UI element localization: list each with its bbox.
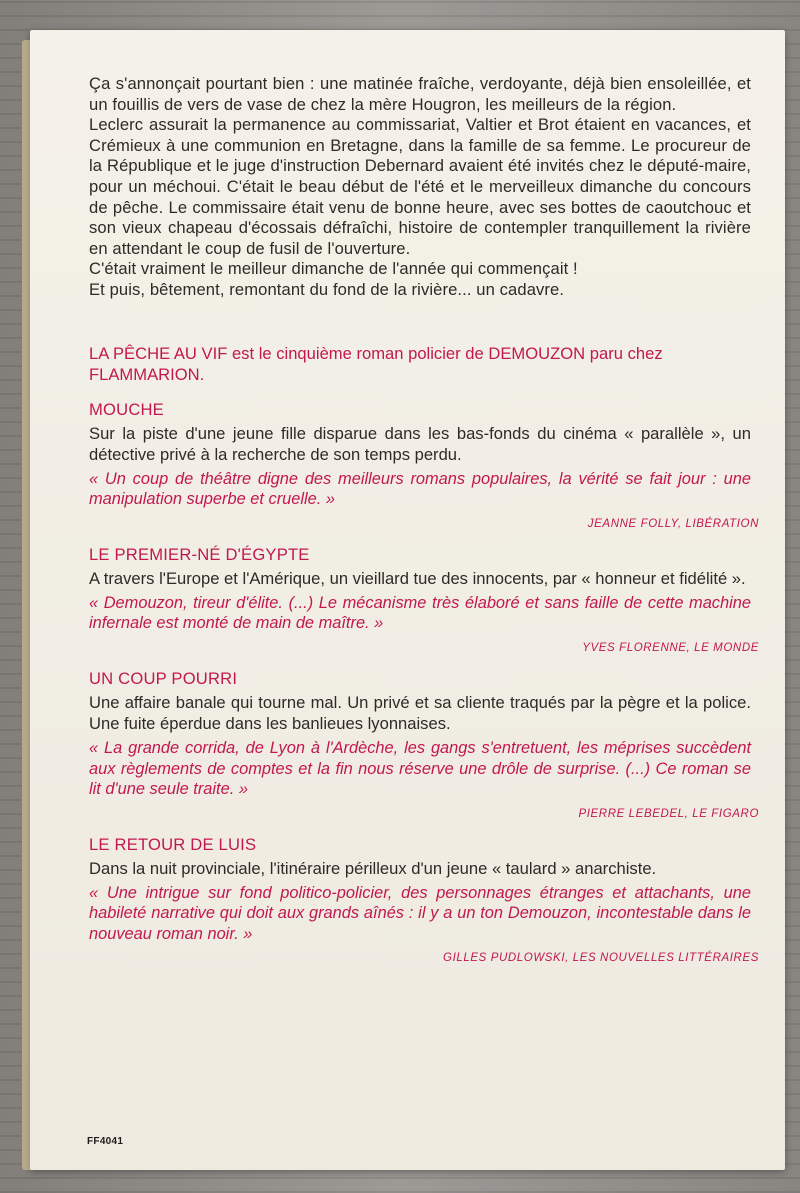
press-quote: « Une intrigue sur fond politico-policier, des personnages étranges et attachants, une habileté narrative qui doit aux grands aînés : il y a un ton Demouzon, incontestable dans le nouveau roman noir. » [89,883,751,943]
book-title: LE RETOUR DE LUIS [89,834,257,854]
blurb-paragraph: Leclerc assurait la permanence au commissariat, Valtier et Brot étaient en vacances, et Crémieux à une communion en Bretagne, dans la famille de sa femme. Le procureur de la République et le juge d'instruction Debernard avaient été invités chez le député-maire, pour un méchoui. C'était le beau début de l'été et le merveilleux dimanche du concours de pêche. Le commissaire était venu de bonne heure, avec ses bottes de caoutchouc et son vieux chapeau d'écossais défraîchi, histoire de contempler tranquillement la rivière en attendant le coup de fusil de l'ouverture. [89,115,751,258]
book-title: UN COUP POURRI [89,668,238,688]
catalog-code: FF4041 [87,1136,124,1147]
author-intro: LA PÊCHE AU VIF est le cinquième roman policier de DEMOUZON paru chez FLAMMARION. [89,343,663,384]
book-entry-retour-de-luis [89,834,759,965]
press-source: PIERRE LEBEDEL, LE FIGARO [578,807,759,820]
book-summary: Sur la piste d'une jeune fille disparue dans les bas-fonds du cinéma « parallèle », un détective privé à la recherche de son temps perdu. [89,423,751,464]
press-source: GILLES PUDLOWSKI, LES NOUVELLES LITTÉRAIRES [443,952,759,965]
blurb-paragraph: Et puis, bêtement, remontant du fond de la rivière... un cadavre. [89,279,565,299]
blurb [89,74,751,301]
press-quote: « Demouzon, tireur d'élite. (...) Le mécanisme très élaboré et sans faille de cette machine infernale est monté de main de maître. » [89,593,751,633]
book-summary: Dans la nuit provinciale, l'itinéraire périlleux d'un jeune « taulard » anarchiste. [89,858,657,878]
book-summary: Une affaire banale qui tourne mal. Un privé et sa cliente traqués par la pègre et la police. Une fuite éperdue dans les banlieues lyonnaises. [89,692,751,733]
press-quote: « La grande corrida, de Lyon à l'Ardèche, les gangs s'entretuent, les méprises succèdent aux règlements de comptes et la fin nous réserve une drôle de surprise. (...) Ce roman se lit d'une seule traite. » [89,738,751,799]
book-title: LE PREMIER-NÉ D'ÉGYPTE [89,544,310,564]
press-quote: « Un coup de théâtre digne des meilleurs romans populaires, la vérité se fait jour : une manipulation superbe et cruelle. » [89,469,751,509]
book-entry-coup-pourri [89,668,759,820]
blurb-paragraph: Ça s'annonçait pourtant bien : une matinée fraîche, verdoyante, déjà bien ensoleillée, et un fouillis de vers de vase de chez la mère Hougron, les meilleurs de la région. [89,74,751,114]
book-entry-premier-ne [89,544,759,654]
blurb-paragraph: C'était vraiment le meilleur dimanche de l'année qui commençait ! [89,259,578,279]
press-source: YVES FLORENNE, LE MONDE [582,641,759,654]
book-entry-mouche [89,399,759,530]
press-source: JEANNE FOLLY, LIBÉRATION [587,517,759,530]
book-title: MOUCHE [89,399,164,419]
book-summary: A travers l'Europe et l'Amérique, un vieillard tue des innocents, par « honneur et fidélité ». [89,568,746,588]
back-cover-text [89,74,759,965]
